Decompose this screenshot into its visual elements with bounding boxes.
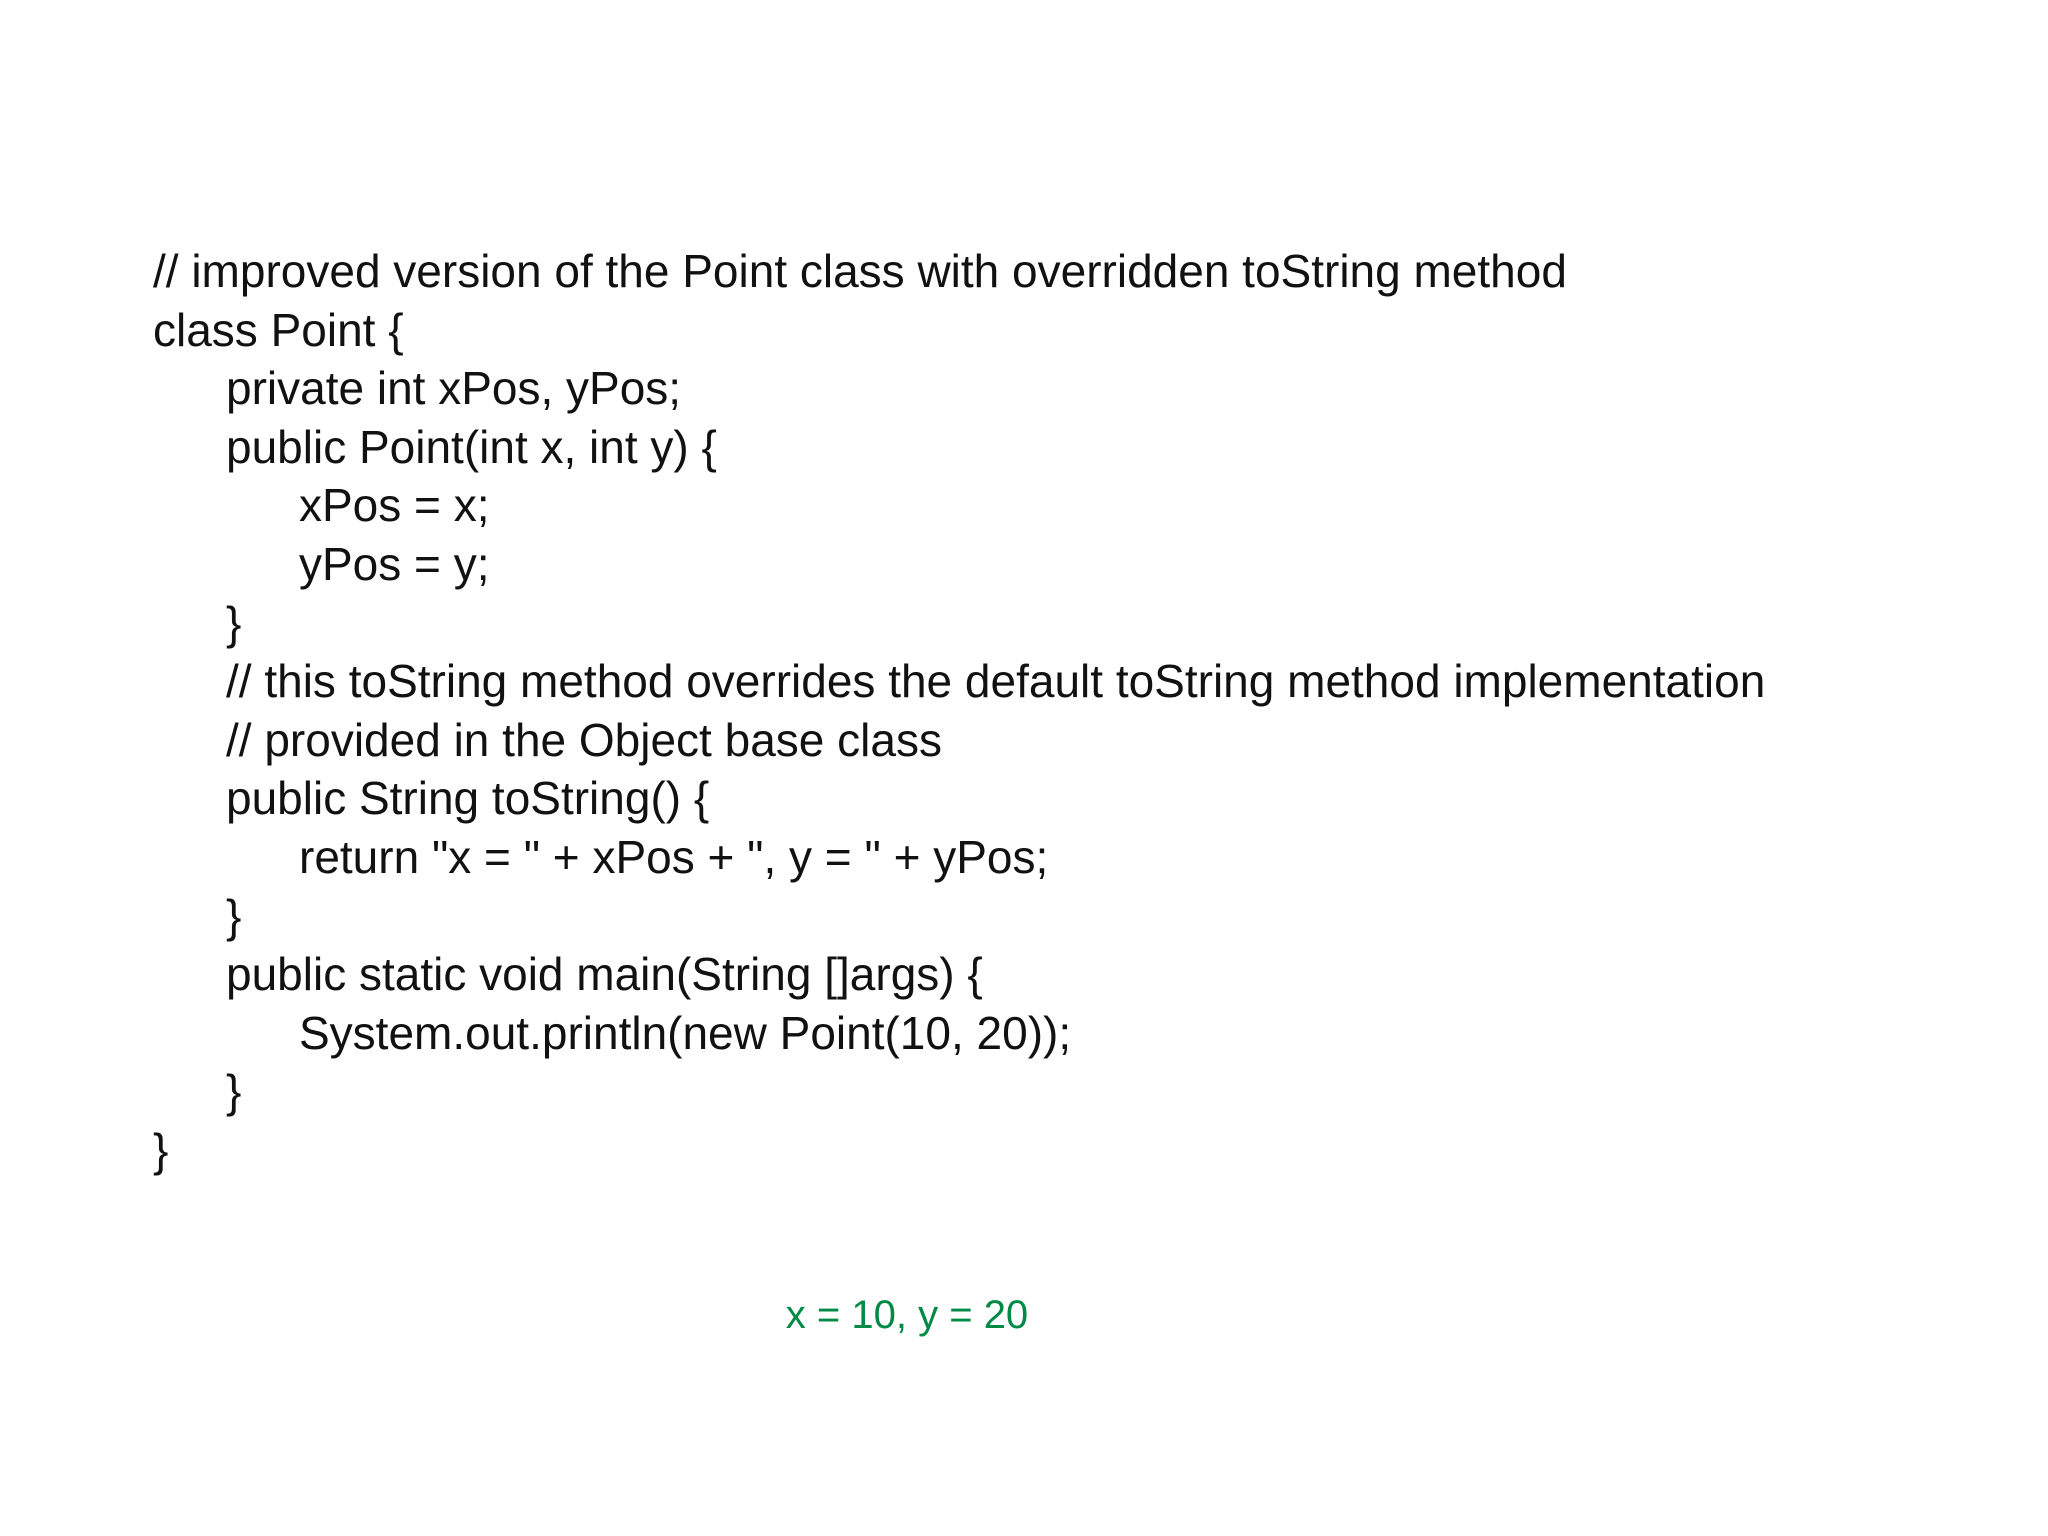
code-line-tostring-close: }: [226, 889, 242, 942]
code-line-comment-override: // this toString method overrides the default toString method implementation: [226, 655, 1766, 708]
code-line-assign-x: xPos = x;: [299, 479, 490, 532]
code-line-comment-base-class: // provided in the Object base class: [226, 713, 942, 766]
code-line-class-close: }: [153, 1123, 169, 1176]
code-line-tostring-signature: public String toString() {: [226, 772, 710, 825]
code-line-return: return "x = " + xPos + ", y = " + yPos;: [299, 830, 1049, 883]
code-line-assign-y: yPos = y;: [299, 537, 490, 590]
code-line-println: System.out.println(new Point(10, 20));: [299, 1006, 1072, 1059]
code-line-main-close: }: [226, 1065, 242, 1118]
code-line-constructor: public Point(int x, int y) {: [226, 420, 717, 473]
code-line-fields: private int xPos, yPos;: [226, 362, 682, 415]
code-line-comment-title: // improved version of the Point class with overridden toString method: [153, 245, 1567, 297]
code-line-constructor-close: }: [226, 596, 242, 649]
program-output: x = 10, y = 20: [785, 1293, 1029, 1337]
code-line-main-signature: public static void main(String []args) {: [226, 948, 983, 1001]
code-listing: [153, 242, 1953, 1180]
code-line-class-declaration: class Point {: [153, 303, 404, 356]
